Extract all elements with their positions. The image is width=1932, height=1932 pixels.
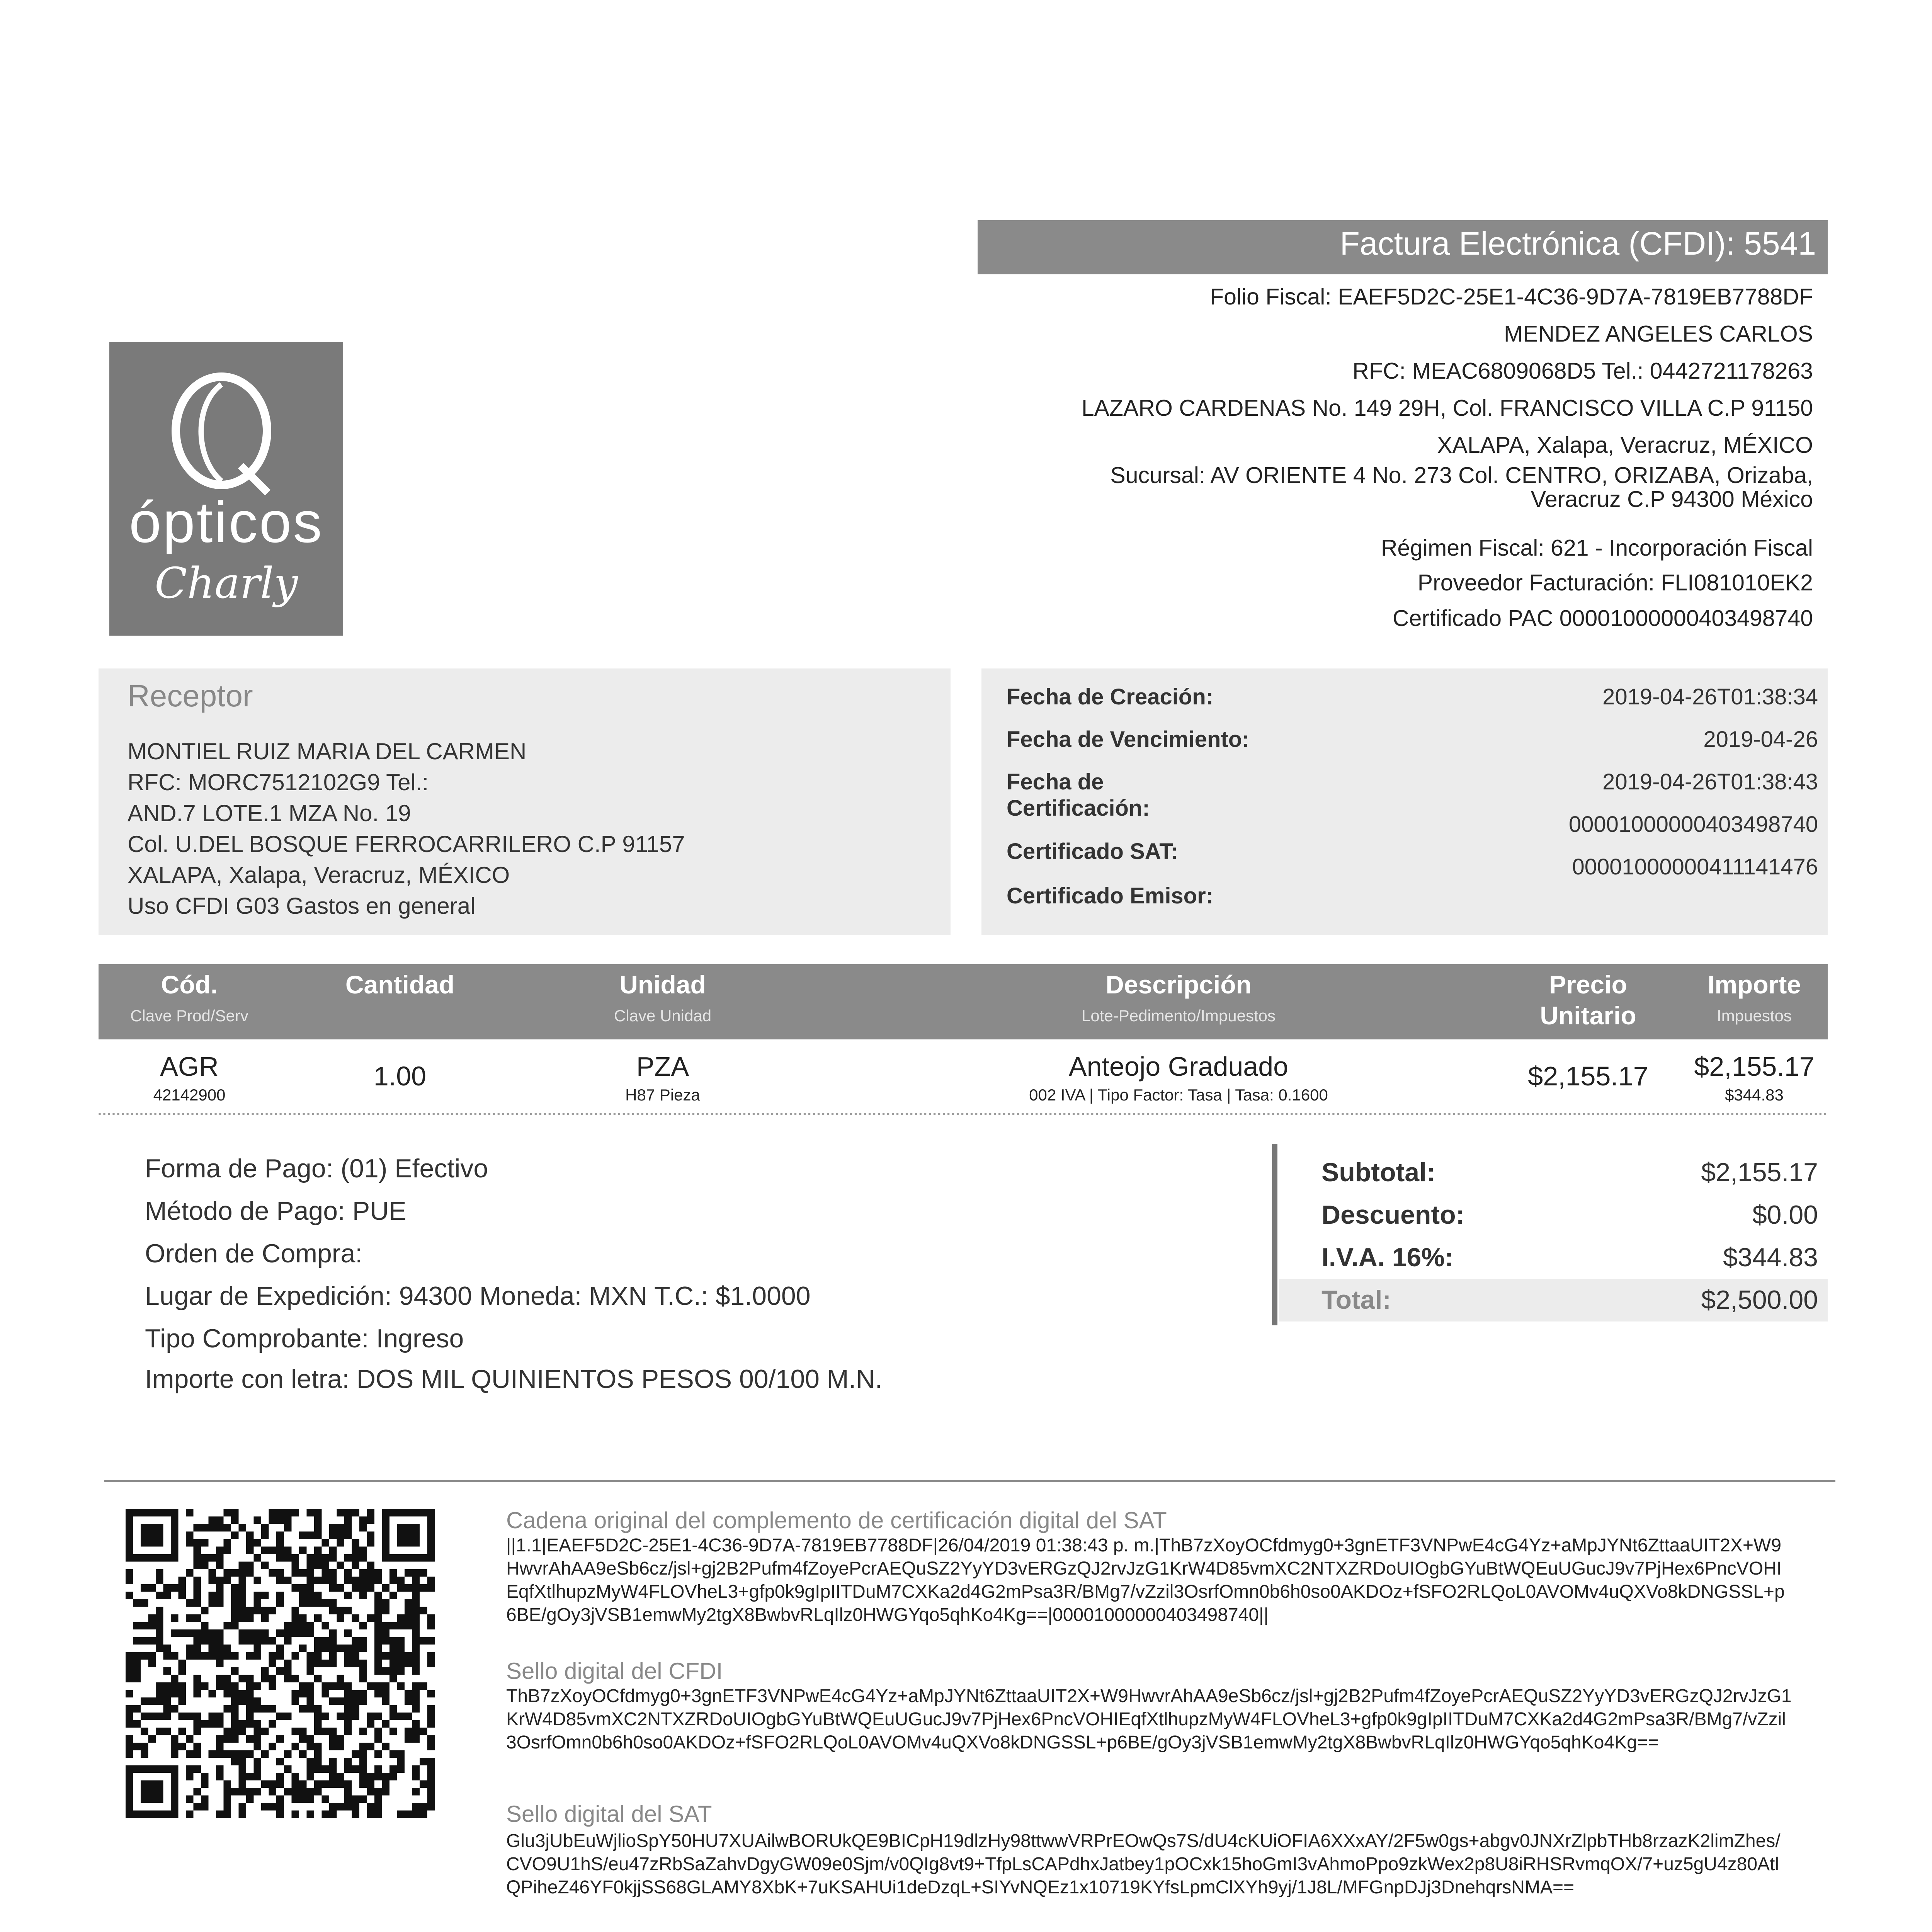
certificado-pac: Certificado PAC 00001000000403498740: [1393, 605, 1813, 631]
logo-script: Charly: [155, 558, 298, 608]
forma-de-pago: Forma de Pago: (01) Efectivo: [145, 1154, 488, 1183]
col-importe-sub: Impuestos: [1717, 1007, 1792, 1025]
col-descripcion: Descripción: [1105, 970, 1252, 999]
invoice-title: Factura Electrónica (CFDI): 5541: [1340, 225, 1816, 262]
receptor-address: AND.7 LOTE.1 MZA No. 19: [128, 800, 411, 826]
col-precio-2: Unitario: [1540, 1001, 1636, 1030]
emisor-sucursal: Sucursal: AV ORIENTE 4 No. 273 Col. CENTRO, ORIZABA, Orizaba,: [1110, 463, 1813, 488]
sello-sat-text: Glu3jUbEuWjlioSpY50HU7XUAilwBORUkQE9BICpH19dlzHy98ttwwVRPrEOwQs7S/dU4cKUiOFIA6XXxAY/2F5w0gs+abgv0JNXrZlpbTHb8rzazK2limZhes/CVO9U1hS/eu47zRbSaZahvDgyGW09e0Sjm/v0QIg8vt9+TfpLsCAPdhxJatbey1pOCxk15hoGmI3vAhmoPpo9zkWex2p8U8iRHSRvmqOX/7+uz5gU4z80AtlQPiheZ46YF0kjjSS68GLAMY8XbK+7uKSAHUi1deDzqL+SIYvNQEz1x10719KYfsLpmClXYh9yj/1J8L/MFGnpDJj3DnehqrsNMA==: [506, 1831, 1781, 1898]
proveedor-facturacion: Proveedor Facturación: FLI081010EK2: [1417, 570, 1813, 595]
row-importe: $2,155.17: [1694, 1051, 1815, 1082]
fecha-certificacion-label-2: Certificación:: [1007, 796, 1150, 821]
receptor-city: XALAPA, Xalapa, Veracruz, MÉXICO: [128, 862, 510, 888]
col-cod: Cód.: [161, 970, 218, 999]
fecha-creacion-label: Fecha de Creación:: [1007, 684, 1214, 709]
col-cantidad: Cantidad: [345, 970, 455, 999]
fecha-vencimiento-label: Fecha de Vencimiento:: [1007, 727, 1250, 752]
iva-label: I.V.A. 16%:: [1321, 1243, 1454, 1272]
sello-sat-label: Sello digital del SAT: [506, 1801, 712, 1827]
row-impuestos: 002 IVA | Tipo Factor: Tasa | Tasa: 0.1600: [1029, 1086, 1328, 1104]
qr-code: [126, 1509, 435, 1818]
emisor-city: XALAPA, Xalapa, Veracruz, MÉXICO: [1437, 432, 1813, 458]
row-separator: [99, 1113, 1828, 1115]
logo-word: ópticos: [129, 490, 324, 554]
receptor-name: MONTIEL RUIZ MARIA DEL CARMEN: [128, 738, 527, 764]
iva-value: $344.83: [1723, 1243, 1818, 1272]
certificado-emisor-value: 00001000000411141476: [1572, 854, 1818, 879]
col-unidad-sub: Clave Unidad: [614, 1007, 712, 1025]
emisor-name: MENDEZ ANGELES CARLOS: [1504, 321, 1813, 347]
cadena-original-text: ||1.1|EAEF5D2C-25E1-4C36-9D7A-7819EB7788DF|26/04/2019 01:38:43 p. m.|ThB7zXoyOCfdmyg0+3gnETF3VNPwE4cG4Yz+aMpJYNt6ZttaaUIT2X+W9HwvrAhAA9eSb6cz/jsl+gj2B2Pufm4fZoyePcrAEQuSZ2YyYD3vERGzQJ2rvJzG1KrW4D85vmXC2NTXZRDoUIOgbGYuBtWQEuUGucJ9v7PjHex6PncVOHIEqfXtlhupzMyW4FLOVheL3+gfp0k9gIpIITDuM7CXKa2d4G2mPsa3R/BMg7/vZzil3OsrfOmn0b6h0so0AKDOz+fSFO2RLQoL0AVOMv4uQXVo8kDNGSSL+p6BE/gOy3jVSB1emwMy2tgX8BwbvRLqIlz0HWGYqo5qhKo4Kg==|00001000000403498740||: [506, 1535, 1785, 1625]
sello-cfdi-label: Sello digital del CFDI: [506, 1658, 723, 1684]
col-cod-sub: Clave Prod/Serv: [130, 1007, 248, 1025]
section-divider: [104, 1480, 1835, 1482]
emisor-address: LAZARO CARDENAS No. 149 29H, Col. FRANCISCO VILLA C.P 91150: [1081, 395, 1813, 421]
lugar-de-expedicion: Lugar de Expedición: 94300 Moneda: MXN T.C.: $1.0000: [145, 1281, 811, 1311]
logo-ring-icon: [163, 369, 279, 497]
col-unidad: Unidad: [619, 970, 706, 999]
total-value: $2,500.00: [1701, 1285, 1818, 1315]
metodo-de-pago: Método de Pago: PUE: [145, 1196, 406, 1226]
col-importe: Importe: [1707, 970, 1801, 999]
fecha-certificacion-value: 2019-04-26T01:38:43: [1602, 769, 1818, 794]
emisor-sucursal-cp: Veracruz C.P 94300 México: [1531, 486, 1813, 512]
receptor-colonia: Col. U.DEL BOSQUE FERROCARRILERO C.P 91157: [128, 831, 685, 857]
certificado-sat-label: Certificado SAT:: [1007, 839, 1178, 864]
importe-con-letra: Importe con letra: DOS MIL QUINIENTOS PESOS 00/100 M.N.: [145, 1364, 883, 1394]
fecha-creacion-value: 2019-04-26T01:38:34: [1602, 684, 1818, 709]
folio-fiscal: Folio Fiscal: EAEF5D2C-25E1-4C36-9D7A-7819EB7788DF: [1210, 284, 1813, 310]
totals-accent-bar: [1272, 1144, 1277, 1325]
descuento-value: $0.00: [1752, 1200, 1818, 1230]
receptor-uso-cfdi: Uso CFDI G03 Gastos en general: [128, 893, 476, 919]
row-precio: $2,155.17: [1528, 1061, 1648, 1091]
col-precio: Precio: [1549, 970, 1627, 999]
row-cod: AGR: [160, 1051, 219, 1082]
row-clave: 42142900: [153, 1086, 226, 1104]
row-descripcion: Anteojo Graduado: [1068, 1051, 1289, 1082]
invoice-title-bar: [978, 220, 1828, 274]
certificado-emisor-label: Certificado Emisor:: [1007, 883, 1213, 908]
subtotal-label: Subtotal:: [1321, 1158, 1435, 1187]
company-logo: [109, 342, 343, 636]
total-label: Total:: [1321, 1285, 1391, 1315]
receptor-title: Receptor: [128, 679, 253, 713]
cadena-original-label: Cadena original del complemento de certificación digital del SAT: [506, 1507, 1167, 1533]
row-cantidad: 1.00: [373, 1061, 427, 1091]
row-importe-impuestos: $344.83: [1725, 1086, 1784, 1104]
regimen-fiscal: Régimen Fiscal: 621 - Incorporación Fiscal: [1381, 535, 1813, 561]
fecha-vencimiento-value: 2019-04-26: [1703, 727, 1818, 752]
emisor-rfc: RFC: MEAC6809068D5 Tel.: 0442721178263: [1352, 358, 1813, 384]
tipo-comprobante: Tipo Comprobante: Ingreso: [145, 1324, 464, 1353]
sello-cfdi-text: ThB7zXoyOCfdmyg0+3gnETF3VNPwE4cG4Yz+aMpJYNt6ZttaaUIT2X+W9HwvrAhAA9eSb6cz/jsl+gj2B2Pufm4fZoyePcrAEQuSZ2YyYD3vERGzQJ2rvJzG1KrW4D85vmXC2NTXZRDoUIOgbGYuBtWQEuUGucJ9v7PjHex6PncVOHIEqfXtlhupzMyW4FLOVheL3+gfp0k9gIpIITDuM7CXKa2d4G2mPsa3R/BMg7/vZzil3OsrfOmn0b6h0so0AKDOz+fSFO2RLQoL0AVOMv4uQXVo8kDNGSSL+p6BE/gOy3jVSB1emwMy2tgX8BwbvRLqIlz0HWGYqo5qhKo4Kg==: [506, 1686, 1792, 1753]
row-clave-unidad: H87 Pieza: [625, 1086, 700, 1104]
descuento-label: Descuento:: [1321, 1200, 1465, 1230]
certificado-sat-value: 00001000000403498740: [1568, 812, 1818, 837]
row-unidad: PZA: [636, 1051, 689, 1082]
fecha-certificacion-label-1: Fecha de: [1007, 769, 1104, 794]
receptor-rfc: RFC: MORC7512102G9 Tel.:: [128, 769, 429, 795]
col-descripcion-sub: Lote-Pedimento/Impuestos: [1082, 1007, 1276, 1025]
subtotal-value: $2,155.17: [1701, 1158, 1818, 1187]
orden-de-compra: Orden de Compra:: [145, 1239, 363, 1268]
